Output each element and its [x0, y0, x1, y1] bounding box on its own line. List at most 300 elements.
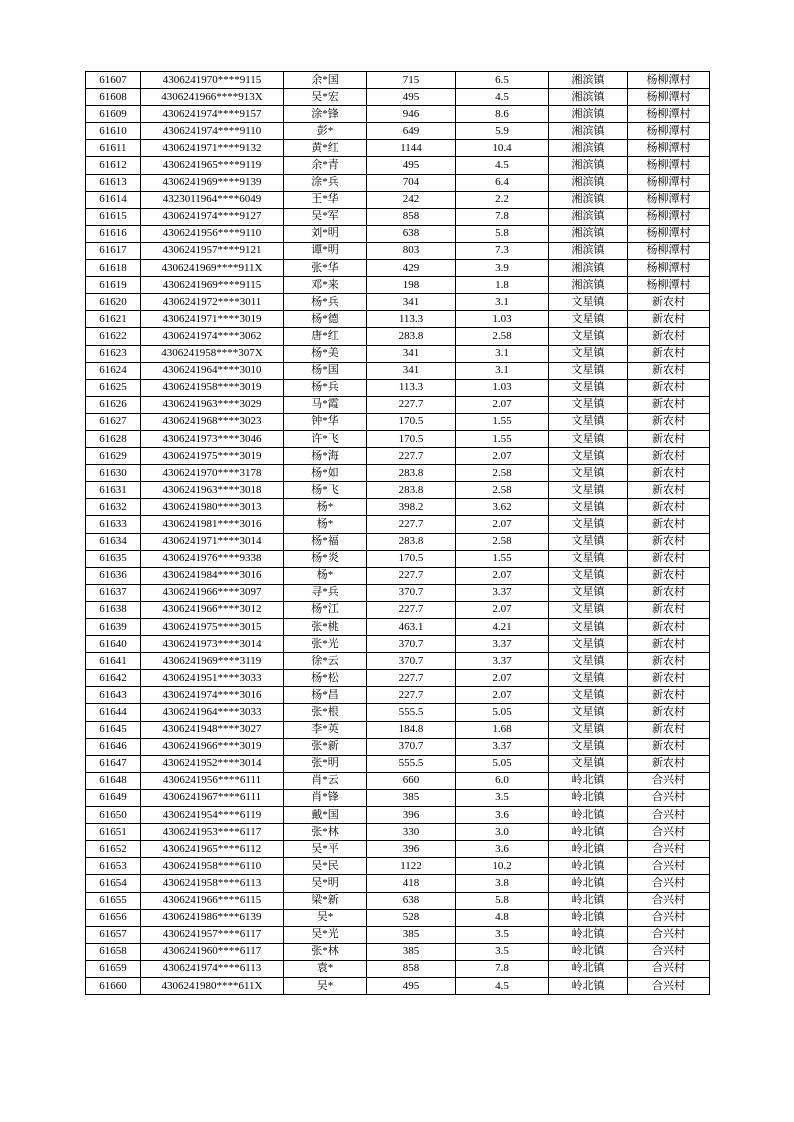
cell-index: 61657: [86, 926, 141, 943]
table-row: [86, 875, 710, 892]
cell-id-number: 4306241981****3016: [141, 516, 284, 533]
cell-name: 吴*光: [284, 926, 367, 943]
cell-town: 湘滨镇: [549, 208, 628, 225]
cell-area: 1.68: [456, 721, 549, 738]
cell-area: 8.6: [456, 106, 549, 123]
cell-index: 61635: [86, 550, 141, 567]
cell-village: 杨柳潭村: [628, 277, 710, 294]
cell-area: 4.21: [456, 619, 549, 636]
cell-name: 吴*明: [284, 875, 367, 892]
cell-name: 张*新: [284, 738, 367, 755]
cell-area: 3.1: [456, 294, 549, 311]
cell-area: 5.05: [456, 755, 549, 772]
cell-name: 杨*江: [284, 601, 367, 618]
cell-name: 徐*云: [284, 653, 367, 670]
cell-index: 61634: [86, 533, 141, 550]
cell-town: 岭北镇: [549, 977, 628, 994]
cell-id-number: 4306241953****6117: [141, 824, 284, 841]
cell-index: 61608: [86, 89, 141, 106]
cell-index: 61607: [86, 72, 141, 89]
cell-village: 新农村: [628, 619, 710, 636]
cell-village: 合兴村: [628, 841, 710, 858]
cell-area: 3.9: [456, 260, 549, 277]
cell-town: 文星镇: [549, 687, 628, 704]
cell-area: 2.07: [456, 567, 549, 584]
cell-amount: 113.3: [367, 311, 456, 328]
cell-village: 新农村: [628, 653, 710, 670]
cell-name: 杨*美: [284, 345, 367, 362]
cell-index: 61624: [86, 362, 141, 379]
cell-name: 杨*: [284, 499, 367, 516]
cell-area: 3.1: [456, 345, 549, 362]
cell-town: 文星镇: [549, 704, 628, 721]
cell-name: 杨*炎: [284, 550, 367, 567]
cell-area: 10.4: [456, 140, 549, 157]
cell-amount: 638: [367, 892, 456, 909]
cell-area: 4.8: [456, 909, 549, 926]
cell-index: 61654: [86, 875, 141, 892]
cell-area: 2.58: [456, 465, 549, 482]
cell-amount: 638: [367, 225, 456, 242]
cell-amount: 341: [367, 345, 456, 362]
cell-name: 刘*明: [284, 225, 367, 242]
cell-index: 61652: [86, 841, 141, 858]
cell-name: 唐*红: [284, 328, 367, 345]
table-row: [86, 294, 710, 311]
cell-id-number: 4306241972****3011: [141, 294, 284, 311]
cell-index: 61618: [86, 260, 141, 277]
cell-area: 7.8: [456, 960, 549, 977]
cell-village: 合兴村: [628, 824, 710, 841]
cell-village: 杨柳潭村: [628, 72, 710, 89]
cell-area: 6.4: [456, 174, 549, 191]
cell-village: 新农村: [628, 448, 710, 465]
cell-index: 61628: [86, 430, 141, 447]
cell-index: 61641: [86, 653, 141, 670]
cell-village: 合兴村: [628, 772, 710, 789]
cell-id-number: 4306241970****9115: [141, 72, 284, 89]
cell-index: 61613: [86, 174, 141, 191]
cell-town: 文星镇: [549, 499, 628, 516]
table-row: [86, 721, 710, 738]
cell-id-number: 4306241966****3097: [141, 584, 284, 601]
cell-area: 2.58: [456, 533, 549, 550]
cell-amount: 170.5: [367, 430, 456, 447]
cell-name: 张*光: [284, 636, 367, 653]
cell-area: 3.8: [456, 875, 549, 892]
cell-village: 新农村: [628, 755, 710, 772]
table-row: [86, 191, 710, 208]
table-row: [86, 926, 710, 943]
cell-id-number: 4306241958****307X: [141, 345, 284, 362]
cell-amount: 528: [367, 909, 456, 926]
cell-town: 文星镇: [549, 396, 628, 413]
cell-amount: 370.7: [367, 653, 456, 670]
cell-town: 湘滨镇: [549, 191, 628, 208]
cell-amount: 370.7: [367, 738, 456, 755]
cell-id-number: 4306241969****911X: [141, 260, 284, 277]
cell-town: 文星镇: [549, 465, 628, 482]
cell-name: 杨*如: [284, 465, 367, 482]
cell-index: 61655: [86, 892, 141, 909]
cell-amount: 370.7: [367, 584, 456, 601]
cell-index: 61649: [86, 789, 141, 806]
table-row: [86, 448, 710, 465]
cell-town: 岭北镇: [549, 789, 628, 806]
cell-index: 61642: [86, 670, 141, 687]
cell-area: 1.8: [456, 277, 549, 294]
cell-town: 岭北镇: [549, 909, 628, 926]
table-row: [86, 328, 710, 345]
cell-village: 合兴村: [628, 858, 710, 875]
cell-index: 61644: [86, 704, 141, 721]
cell-index: 61636: [86, 567, 141, 584]
cell-town: 文星镇: [549, 721, 628, 738]
table-row: [86, 72, 710, 89]
cell-id-number: 4306241948****3027: [141, 721, 284, 738]
table-row: [86, 892, 710, 909]
cell-name: 张*明: [284, 755, 367, 772]
cell-village: 新农村: [628, 721, 710, 738]
cell-index: 61620: [86, 294, 141, 311]
cell-area: 2.07: [456, 670, 549, 687]
cell-town: 岭北镇: [549, 943, 628, 960]
cell-id-number: 4306241954****6119: [141, 807, 284, 824]
cell-id-number: 4306241963****3029: [141, 396, 284, 413]
cell-amount: 227.7: [367, 567, 456, 584]
cell-id-number: 4323011964****6049: [141, 191, 284, 208]
cell-village: 杨柳潭村: [628, 106, 710, 123]
cell-amount: 113.3: [367, 379, 456, 396]
cell-amount: 227.7: [367, 448, 456, 465]
cell-village: 新农村: [628, 636, 710, 653]
cell-name: 杨*昌: [284, 687, 367, 704]
cell-id-number: 4306241968****3023: [141, 413, 284, 430]
cell-index: 61612: [86, 157, 141, 174]
cell-name: 吴*: [284, 909, 367, 926]
cell-amount: 242: [367, 191, 456, 208]
cell-area: 7.8: [456, 208, 549, 225]
table-row: [86, 738, 710, 755]
cell-town: 文星镇: [549, 328, 628, 345]
cell-name: 杨*福: [284, 533, 367, 550]
cell-index: 61647: [86, 755, 141, 772]
cell-area: 3.6: [456, 841, 549, 858]
cell-area: 3.37: [456, 636, 549, 653]
cell-town: 湘滨镇: [549, 242, 628, 259]
cell-index: 61637: [86, 584, 141, 601]
cell-name: 李*英: [284, 721, 367, 738]
cell-amount: 227.7: [367, 396, 456, 413]
cell-id-number: 4306241958****6113: [141, 875, 284, 892]
cell-index: 61622: [86, 328, 141, 345]
cell-id-number: 4306241980****611X: [141, 977, 284, 994]
cell-area: 2.07: [456, 601, 549, 618]
cell-id-number: 4306241973****3014: [141, 636, 284, 653]
table-row: [86, 601, 710, 618]
cell-name: 张*华: [284, 260, 367, 277]
cell-area: 4.5: [456, 977, 549, 994]
cell-id-number: 4306241966****913X: [141, 89, 284, 106]
table-row: [86, 362, 710, 379]
cell-id-number: 4306241966****6115: [141, 892, 284, 909]
cell-village: 杨柳潭村: [628, 242, 710, 259]
cell-id-number: 4306241956****6111: [141, 772, 284, 789]
cell-area: 5.8: [456, 225, 549, 242]
cell-town: 文星镇: [549, 636, 628, 653]
cell-amount: 283.8: [367, 533, 456, 550]
cell-area: 2.58: [456, 482, 549, 499]
table-row: [86, 619, 710, 636]
cell-area: 5.9: [456, 123, 549, 140]
cell-id-number: 4306241975****3015: [141, 619, 284, 636]
cell-amount: 396: [367, 841, 456, 858]
cell-area: 2.58: [456, 328, 549, 345]
cell-area: 1.55: [456, 550, 549, 567]
cell-name: 谭*明: [284, 242, 367, 259]
cell-index: 61639: [86, 619, 141, 636]
cell-amount: 946: [367, 106, 456, 123]
cell-index: 61621: [86, 311, 141, 328]
cell-village: 新农村: [628, 413, 710, 430]
cell-index: 61610: [86, 123, 141, 140]
cell-town: 湘滨镇: [549, 89, 628, 106]
cell-id-number: 4306241967****6111: [141, 789, 284, 806]
cell-name: 张*林: [284, 943, 367, 960]
cell-index: 61617: [86, 242, 141, 259]
cell-name: 吴*军: [284, 208, 367, 225]
cell-town: 文星镇: [549, 311, 628, 328]
cell-village: 新农村: [628, 738, 710, 755]
cell-id-number: 4306241964****3033: [141, 704, 284, 721]
cell-amount: 385: [367, 926, 456, 943]
table-row: [86, 174, 710, 191]
cell-id-number: 4306241974****6113: [141, 960, 284, 977]
cell-village: 新农村: [628, 499, 710, 516]
cell-amount: 283.8: [367, 328, 456, 345]
table-row: [86, 208, 710, 225]
cell-index: 61638: [86, 601, 141, 618]
cell-amount: 495: [367, 89, 456, 106]
cell-amount: 858: [367, 960, 456, 977]
table-row: [86, 687, 710, 704]
cell-amount: 803: [367, 242, 456, 259]
cell-village: 新农村: [628, 328, 710, 345]
cell-town: 文星镇: [549, 345, 628, 362]
table-row: [86, 379, 710, 396]
cell-id-number: 4306241974****3062: [141, 328, 284, 345]
cell-area: 1.55: [456, 430, 549, 447]
cell-amount: 385: [367, 943, 456, 960]
cell-amount: 330: [367, 824, 456, 841]
cell-name: 马*霞: [284, 396, 367, 413]
cell-index: 61627: [86, 413, 141, 430]
cell-index: 61619: [86, 277, 141, 294]
cell-name: 吴*民: [284, 858, 367, 875]
cell-amount: 715: [367, 72, 456, 89]
cell-index: 61660: [86, 977, 141, 994]
cell-name: 黄*红: [284, 140, 367, 157]
table-row: [86, 242, 710, 259]
cell-name: 许*飞: [284, 430, 367, 447]
cell-name: 吴*: [284, 977, 367, 994]
cell-name: 肖*云: [284, 772, 367, 789]
cell-town: 岭北镇: [549, 892, 628, 909]
cell-id-number: 4306241958****3019: [141, 379, 284, 396]
cell-amount: 1144: [367, 140, 456, 157]
cell-town: 文星镇: [549, 567, 628, 584]
cell-amount: 370.7: [367, 636, 456, 653]
cell-area: 3.0: [456, 824, 549, 841]
cell-index: 61626: [86, 396, 141, 413]
cell-name: 余*青: [284, 157, 367, 174]
cell-index: 61650: [86, 807, 141, 824]
cell-amount: 495: [367, 977, 456, 994]
cell-id-number: 4306241960****6117: [141, 943, 284, 960]
cell-area: 3.1: [456, 362, 549, 379]
table-row: [86, 653, 710, 670]
table-row: [86, 277, 710, 294]
cell-area: 2.2: [456, 191, 549, 208]
cell-town: 文星镇: [549, 738, 628, 755]
table-row: [86, 977, 710, 994]
table-row: [86, 704, 710, 721]
cell-area: 6.5: [456, 72, 549, 89]
cell-index: 61656: [86, 909, 141, 926]
cell-town: 湘滨镇: [549, 140, 628, 157]
cell-area: 2.07: [456, 516, 549, 533]
cell-town: 湘滨镇: [549, 277, 628, 294]
cell-name: 余*国: [284, 72, 367, 89]
cell-area: 3.6: [456, 807, 549, 824]
cell-area: 3.5: [456, 789, 549, 806]
cell-id-number: 4306241974****9127: [141, 208, 284, 225]
cell-village: 新农村: [628, 687, 710, 704]
cell-amount: 385: [367, 789, 456, 806]
table-row: [86, 396, 710, 413]
cell-id-number: 4306241974****3016: [141, 687, 284, 704]
cell-index: 61611: [86, 140, 141, 157]
cell-name: 张*桃: [284, 619, 367, 636]
cell-id-number: 4306241986****6139: [141, 909, 284, 926]
table-row: [86, 225, 710, 242]
cell-village: 新农村: [628, 379, 710, 396]
cell-town: 文星镇: [549, 533, 628, 550]
cell-town: 文星镇: [549, 619, 628, 636]
cell-town: 文星镇: [549, 448, 628, 465]
cell-village: 合兴村: [628, 943, 710, 960]
cell-id-number: 4306241964****3010: [141, 362, 284, 379]
cell-village: 新农村: [628, 465, 710, 482]
table-row: [86, 584, 710, 601]
cell-index: 61645: [86, 721, 141, 738]
cell-village: 新农村: [628, 584, 710, 601]
cell-id-number: 4306241973****3046: [141, 430, 284, 447]
records-table-body: [86, 72, 710, 995]
cell-name: 张*根: [284, 704, 367, 721]
cell-amount: 463.1: [367, 619, 456, 636]
cell-name: 王*华: [284, 191, 367, 208]
cell-amount: 283.8: [367, 482, 456, 499]
cell-town: 湘滨镇: [549, 123, 628, 140]
cell-village: 杨柳潭村: [628, 208, 710, 225]
cell-id-number: 4306241966****3012: [141, 601, 284, 618]
cell-name: 袁*: [284, 960, 367, 977]
cell-area: 10.2: [456, 858, 549, 875]
table-row: [86, 533, 710, 550]
cell-index: 61632: [86, 499, 141, 516]
cell-town: 文星镇: [549, 379, 628, 396]
table-row: [86, 482, 710, 499]
cell-town: 岭北镇: [549, 772, 628, 789]
cell-name: 涂*兵: [284, 174, 367, 191]
cell-village: 合兴村: [628, 960, 710, 977]
cell-name: 吴*宏: [284, 89, 367, 106]
cell-amount: 341: [367, 294, 456, 311]
cell-id-number: 4306241963****3018: [141, 482, 284, 499]
cell-town: 岭北镇: [549, 858, 628, 875]
cell-index: 61615: [86, 208, 141, 225]
table-row: [86, 789, 710, 806]
table-row: [86, 345, 710, 362]
cell-id-number: 4306241975****3019: [141, 448, 284, 465]
cell-name: 杨*国: [284, 362, 367, 379]
cell-village: 合兴村: [628, 926, 710, 943]
cell-village: 新农村: [628, 567, 710, 584]
cell-town: 文星镇: [549, 601, 628, 618]
cell-amount: 283.8: [367, 465, 456, 482]
table-row: [86, 140, 710, 157]
cell-area: 1.03: [456, 311, 549, 328]
cell-id-number: 4306241969****9115: [141, 277, 284, 294]
table-row: [86, 772, 710, 789]
cell-area: 6.0: [456, 772, 549, 789]
cell-id-number: 4306241952****3014: [141, 755, 284, 772]
table-row: [86, 430, 710, 447]
cell-index: 61659: [86, 960, 141, 977]
cell-town: 湘滨镇: [549, 225, 628, 242]
cell-index: 61631: [86, 482, 141, 499]
table-row: [86, 670, 710, 687]
cell-id-number: 4306241969****9139: [141, 174, 284, 191]
cell-village: 合兴村: [628, 909, 710, 926]
cell-index: 61609: [86, 106, 141, 123]
cell-village: 合兴村: [628, 807, 710, 824]
cell-village: 新农村: [628, 311, 710, 328]
cell-id-number: 4306241957****9121: [141, 242, 284, 259]
cell-area: 3.5: [456, 926, 549, 943]
cell-town: 湘滨镇: [549, 106, 628, 123]
table-row: [86, 824, 710, 841]
cell-amount: 227.7: [367, 687, 456, 704]
cell-name: 杨*兵: [284, 294, 367, 311]
cell-name: 戴*国: [284, 807, 367, 824]
cell-index: 61640: [86, 636, 141, 653]
cell-id-number: 4306241956****9110: [141, 225, 284, 242]
cell-id-number: 4306241966****3019: [141, 738, 284, 755]
cell-town: 文星镇: [549, 294, 628, 311]
cell-id-number: 4306241971****3019: [141, 311, 284, 328]
table-row: [86, 499, 710, 516]
table-row: [86, 567, 710, 584]
cell-town: 岭北镇: [549, 875, 628, 892]
cell-amount: 429: [367, 260, 456, 277]
cell-amount: 227.7: [367, 670, 456, 687]
cell-village: 新农村: [628, 430, 710, 447]
cell-town: 岭北镇: [549, 824, 628, 841]
cell-village: 杨柳潭村: [628, 157, 710, 174]
cell-amount: 649: [367, 123, 456, 140]
